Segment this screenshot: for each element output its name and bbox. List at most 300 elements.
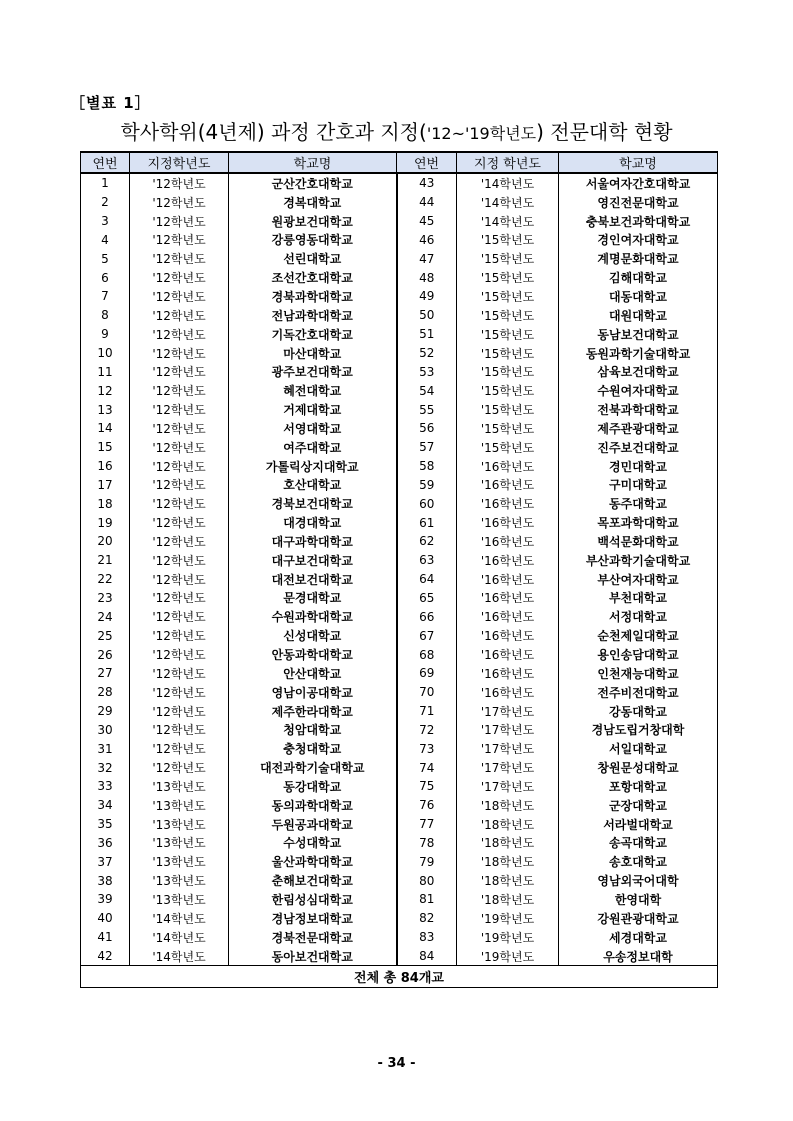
row-year: '12학년도 [130, 400, 229, 419]
row-number: 45 [397, 212, 457, 231]
row-number: 25 [81, 626, 130, 645]
row-number: 28 [81, 683, 130, 702]
row-number: 73 [397, 739, 457, 758]
row-year: '19학년도 [457, 947, 559, 966]
appendix-label: ［별표 1］ [70, 94, 151, 112]
row-school: 송호대학교 [559, 852, 718, 871]
row-school: 강릉영동대학교 [229, 231, 397, 250]
row-school: 제주한라대학교 [229, 702, 397, 721]
table-row [81, 928, 718, 947]
row-school: 강원관광대학교 [559, 909, 718, 928]
row-number: 44 [397, 193, 457, 212]
row-school: 경남정보대학교 [229, 909, 397, 928]
row-number: 2 [81, 193, 130, 212]
header-year: 지정학년도 [130, 152, 229, 173]
row-school: 거제대학교 [229, 400, 397, 419]
row-school: 백석문화대학교 [559, 532, 718, 551]
row-year: '16학년도 [457, 570, 559, 589]
row-number: 79 [397, 852, 457, 871]
row-year: '13학년도 [130, 871, 229, 890]
table-row [81, 626, 718, 645]
row-year: '18학년도 [457, 834, 559, 853]
row-year: '13학년도 [130, 815, 229, 834]
row-school: 기독간호대학교 [229, 325, 397, 344]
row-number: 46 [397, 231, 457, 250]
table-row [81, 664, 718, 683]
row-year: '12학년도 [130, 626, 229, 645]
row-year: '12학년도 [130, 589, 229, 608]
row-year: '17학년도 [457, 758, 559, 777]
row-number: 19 [81, 513, 130, 532]
row-year: '12학년도 [130, 494, 229, 513]
row-year: '16학년도 [457, 551, 559, 570]
row-school: 전북과학대학교 [559, 400, 718, 419]
table-row [81, 400, 718, 419]
row-school: 춘해보건대학교 [229, 871, 397, 890]
row-school: 동강대학교 [229, 777, 397, 796]
row-number: 71 [397, 702, 457, 721]
row-year: '12학년도 [130, 758, 229, 777]
row-school: 군장대학교 [559, 796, 718, 815]
row-school: 대원대학교 [559, 306, 718, 325]
row-number: 12 [81, 381, 130, 400]
table-row [81, 739, 718, 758]
row-year: '16학년도 [457, 589, 559, 608]
row-school: 창원문성대학교 [559, 758, 718, 777]
row-year: '14학년도 [130, 928, 229, 947]
table-row [81, 438, 718, 457]
row-school: 구미대학교 [559, 476, 718, 495]
row-year: '15학년도 [457, 381, 559, 400]
row-year: '12학년도 [130, 513, 229, 532]
row-year: '14학년도 [457, 173, 559, 193]
row-year: '17학년도 [457, 720, 559, 739]
row-number: 17 [81, 476, 130, 495]
row-year: '12학년도 [130, 249, 229, 268]
row-school: 두원공과대학교 [229, 815, 397, 834]
row-year: '14학년도 [457, 193, 559, 212]
row-year: '12학년도 [130, 683, 229, 702]
total-text: 전체 총 84개교 [81, 966, 718, 988]
row-year: '12학년도 [130, 664, 229, 683]
row-school: 삼육보건대학교 [559, 362, 718, 381]
row-school: 원광보건대학교 [229, 212, 397, 231]
row-number: 70 [397, 683, 457, 702]
row-school: 대경대학교 [229, 513, 397, 532]
row-school: 우송정보대학 [559, 947, 718, 966]
row-number: 3 [81, 212, 130, 231]
table-row [81, 212, 718, 231]
table-row [81, 758, 718, 777]
table-row [81, 325, 718, 344]
row-number: 81 [397, 890, 457, 909]
row-school: 제주관광대학교 [559, 419, 718, 438]
row-school: 한림성심대학교 [229, 890, 397, 909]
row-year: '18학년도 [457, 871, 559, 890]
table-row [81, 551, 718, 570]
table-row [81, 947, 718, 966]
row-year: '14학년도 [130, 947, 229, 966]
row-school: 서영대학교 [229, 419, 397, 438]
row-number: 61 [397, 513, 457, 532]
row-school: 경인여자대학교 [559, 231, 718, 250]
row-year: '12학년도 [130, 438, 229, 457]
row-number: 40 [81, 909, 130, 928]
title-years: '12~'19학년도 [426, 124, 537, 143]
row-number: 20 [81, 532, 130, 551]
row-number: 67 [397, 626, 457, 645]
table-row [81, 457, 718, 476]
header-year-2: 지정 학년도 [457, 152, 559, 173]
row-number: 49 [397, 287, 457, 306]
row-number: 75 [397, 777, 457, 796]
table-row [81, 494, 718, 513]
page-number: - 34 - [377, 1056, 416, 1071]
row-number: 31 [81, 739, 130, 758]
row-number: 36 [81, 834, 130, 853]
row-school: 서울여자간호대학교 [559, 173, 718, 193]
row-school: 진주보건대학교 [559, 438, 718, 457]
row-school: 대구과학대학교 [229, 532, 397, 551]
row-school: 경남도립거창대학 [559, 720, 718, 739]
table-row [81, 344, 718, 363]
row-school: 인천재능대학교 [559, 664, 718, 683]
row-school: 충청대학교 [229, 739, 397, 758]
row-school: 호산대학교 [229, 476, 397, 495]
table-row [81, 381, 718, 400]
row-school: 동의과학대학교 [229, 796, 397, 815]
row-school: 부산여자대학교 [559, 570, 718, 589]
row-year: '12학년도 [130, 607, 229, 626]
row-number: 64 [397, 570, 457, 589]
row-year: '13학년도 [130, 796, 229, 815]
table-row [81, 419, 718, 438]
row-year: '12학년도 [130, 193, 229, 212]
row-year: '12학년도 [130, 532, 229, 551]
row-number: 62 [397, 532, 457, 551]
row-year: '12학년도 [130, 362, 229, 381]
row-school: 영진전문대학교 [559, 193, 718, 212]
table-body [81, 173, 718, 966]
row-number: 5 [81, 249, 130, 268]
row-year: '13학년도 [130, 852, 229, 871]
row-school: 계명문화대학교 [559, 249, 718, 268]
row-school: 부천대학교 [559, 589, 718, 608]
row-school: 수원과학대학교 [229, 607, 397, 626]
row-year: '12학년도 [130, 231, 229, 250]
row-year: '12학년도 [130, 570, 229, 589]
row-number: 77 [397, 815, 457, 834]
row-number: 50 [397, 306, 457, 325]
row-school: 전주비전대학교 [559, 683, 718, 702]
row-number: 56 [397, 419, 457, 438]
total-row [81, 966, 718, 988]
row-school: 경북전문대학교 [229, 928, 397, 947]
row-year: '18학년도 [457, 796, 559, 815]
title-main-before: 학사학위(4년제) 과정 간호과 지정( [120, 120, 427, 144]
row-school: 수성대학교 [229, 834, 397, 853]
row-number: 39 [81, 890, 130, 909]
row-school: 동아보건대학교 [229, 947, 397, 966]
row-number: 66 [397, 607, 457, 626]
row-school: 군산간호대학교 [229, 173, 397, 193]
row-year: '16학년도 [457, 513, 559, 532]
row-year: '12학년도 [130, 645, 229, 664]
row-school: 송곡대학교 [559, 834, 718, 853]
row-number: 35 [81, 815, 130, 834]
row-number: 74 [397, 758, 457, 777]
table-row [81, 815, 718, 834]
row-year: '13학년도 [130, 890, 229, 909]
row-number: 16 [81, 457, 130, 476]
table-row [81, 720, 718, 739]
row-year: '12학년도 [130, 306, 229, 325]
row-year: '15학년도 [457, 362, 559, 381]
row-number: 57 [397, 438, 457, 457]
row-number: 38 [81, 871, 130, 890]
row-number: 43 [397, 173, 457, 193]
row-school: 안동과학대학교 [229, 645, 397, 664]
row-year: '16학년도 [457, 607, 559, 626]
row-school: 대구보건대학교 [229, 551, 397, 570]
row-school: 문경대학교 [229, 589, 397, 608]
row-school: 순천제일대학교 [559, 626, 718, 645]
row-year: '16학년도 [457, 645, 559, 664]
row-number: 42 [81, 947, 130, 966]
row-school: 한영대학 [559, 890, 718, 909]
row-number: 33 [81, 777, 130, 796]
row-number: 82 [397, 909, 457, 928]
row-number: 80 [397, 871, 457, 890]
row-school: 동원과학기술대학교 [559, 344, 718, 363]
row-school: 혜전대학교 [229, 381, 397, 400]
row-school: 서라벌대학교 [559, 815, 718, 834]
row-number: 11 [81, 362, 130, 381]
row-year: '13학년도 [130, 834, 229, 853]
table-row [81, 249, 718, 268]
header-no: 연번 [81, 152, 130, 173]
table-row [81, 306, 718, 325]
row-year: '15학년도 [457, 325, 559, 344]
row-year: '19학년도 [457, 909, 559, 928]
row-year: '14학년도 [457, 212, 559, 231]
row-number: 30 [81, 720, 130, 739]
row-number: 27 [81, 664, 130, 683]
row-number: 8 [81, 306, 130, 325]
table-row [81, 683, 718, 702]
row-number: 58 [397, 457, 457, 476]
row-number: 41 [81, 928, 130, 947]
row-number: 22 [81, 570, 130, 589]
table-row [81, 193, 718, 212]
table-row [81, 796, 718, 815]
row-number: 69 [397, 664, 457, 683]
row-number: 76 [397, 796, 457, 815]
table-row [81, 589, 718, 608]
row-year: '12학년도 [130, 325, 229, 344]
table-row [81, 852, 718, 871]
row-year: '12학년도 [130, 268, 229, 287]
table-header-row [81, 152, 718, 173]
row-number: 14 [81, 419, 130, 438]
row-number: 78 [397, 834, 457, 853]
row-year: '14학년도 [130, 909, 229, 928]
header-no-2: 연번 [397, 152, 457, 173]
row-year: '16학년도 [457, 476, 559, 495]
table-row [81, 570, 718, 589]
table-row [81, 476, 718, 495]
row-year: '12학년도 [130, 457, 229, 476]
row-year: '12학년도 [130, 381, 229, 400]
row-year: '17학년도 [457, 739, 559, 758]
row-number: 83 [397, 928, 457, 947]
row-number: 54 [397, 381, 457, 400]
row-year: '15학년도 [457, 306, 559, 325]
row-school: 목포과학대학교 [559, 513, 718, 532]
row-year: '16학년도 [457, 532, 559, 551]
table-row [81, 362, 718, 381]
row-year: '15학년도 [457, 268, 559, 287]
table-row [81, 777, 718, 796]
row-number: 4 [81, 231, 130, 250]
row-school: 경북과학대학교 [229, 287, 397, 306]
row-year: '12학년도 [130, 419, 229, 438]
row-year: '15학년도 [457, 231, 559, 250]
row-year: '16학년도 [457, 494, 559, 513]
row-school: 충북보건과학대학교 [559, 212, 718, 231]
table-row [81, 513, 718, 532]
row-number: 29 [81, 702, 130, 721]
row-year: '12학년도 [130, 212, 229, 231]
row-year: '15학년도 [457, 400, 559, 419]
row-school: 수원여자대학교 [559, 381, 718, 400]
row-school: 대전보건대학교 [229, 570, 397, 589]
row-school: 포항대학교 [559, 777, 718, 796]
row-school: 서일대학교 [559, 739, 718, 758]
row-school: 가톨릭상지대학교 [229, 457, 397, 476]
row-school: 안산대학교 [229, 664, 397, 683]
row-number: 26 [81, 645, 130, 664]
row-number: 13 [81, 400, 130, 419]
row-school: 강동대학교 [559, 702, 718, 721]
row-school: 광주보건대학교 [229, 362, 397, 381]
row-year: '13학년도 [130, 777, 229, 796]
row-school: 영남외국어대학 [559, 871, 718, 890]
table-row [81, 702, 718, 721]
row-year: '12학년도 [130, 287, 229, 306]
row-school: 여주대학교 [229, 438, 397, 457]
row-number: 23 [81, 589, 130, 608]
row-year: '18학년도 [457, 890, 559, 909]
row-number: 65 [397, 589, 457, 608]
page-title [0, 116, 793, 145]
row-number: 53 [397, 362, 457, 381]
row-number: 34 [81, 796, 130, 815]
row-number: 72 [397, 720, 457, 739]
row-school: 동남보건대학교 [559, 325, 718, 344]
row-school: 울산과학대학교 [229, 852, 397, 871]
row-number: 15 [81, 438, 130, 457]
row-school: 전남과학대학교 [229, 306, 397, 325]
row-number: 1 [81, 173, 130, 193]
row-number: 37 [81, 852, 130, 871]
row-school: 신성대학교 [229, 626, 397, 645]
row-school: 경민대학교 [559, 457, 718, 476]
row-year: '16학년도 [457, 626, 559, 645]
table-row [81, 231, 718, 250]
row-school: 서정대학교 [559, 607, 718, 626]
row-school: 대전과학기술대학교 [229, 758, 397, 777]
table-row [81, 173, 718, 193]
row-number: 48 [397, 268, 457, 287]
row-school: 청암대학교 [229, 720, 397, 739]
row-number: 68 [397, 645, 457, 664]
row-number: 84 [397, 947, 457, 966]
row-school: 부산과학기술대학교 [559, 551, 718, 570]
row-school: 동주대학교 [559, 494, 718, 513]
row-year: '12학년도 [130, 173, 229, 193]
table-row [81, 890, 718, 909]
row-year: '17학년도 [457, 777, 559, 796]
row-number: 24 [81, 607, 130, 626]
row-number: 55 [397, 400, 457, 419]
row-school: 영남이공대학교 [229, 683, 397, 702]
table-row [81, 645, 718, 664]
row-number: 6 [81, 268, 130, 287]
row-year: '18학년도 [457, 852, 559, 871]
row-school: 경복대학교 [229, 193, 397, 212]
row-year: '12학년도 [130, 702, 229, 721]
row-number: 52 [397, 344, 457, 363]
table-row [81, 834, 718, 853]
row-number: 59 [397, 476, 457, 495]
row-year: '16학년도 [457, 683, 559, 702]
row-school: 김해대학교 [559, 268, 718, 287]
row-number: 51 [397, 325, 457, 344]
table-row [81, 607, 718, 626]
row-year: '15학년도 [457, 287, 559, 306]
title-main-after: ) 전문대학 현황 [536, 120, 673, 144]
row-year: '12학년도 [130, 551, 229, 570]
row-year: '12학년도 [130, 344, 229, 363]
row-year: '12학년도 [130, 739, 229, 758]
row-school: 경북보건대학교 [229, 494, 397, 513]
row-number: 47 [397, 249, 457, 268]
table-row [81, 287, 718, 306]
row-year: '15학년도 [457, 419, 559, 438]
row-year: '15학년도 [457, 344, 559, 363]
row-year: '12학년도 [130, 720, 229, 739]
row-school: 마산대학교 [229, 344, 397, 363]
row-number: 7 [81, 287, 130, 306]
row-school: 선린대학교 [229, 249, 397, 268]
row-school: 조선간호대학교 [229, 268, 397, 287]
row-year: '16학년도 [457, 457, 559, 476]
row-year: '15학년도 [457, 438, 559, 457]
row-number: 10 [81, 344, 130, 363]
row-number: 18 [81, 494, 130, 513]
row-year: '18학년도 [457, 815, 559, 834]
row-number: 63 [397, 551, 457, 570]
row-year: '19학년도 [457, 928, 559, 947]
row-number: 9 [81, 325, 130, 344]
row-number: 21 [81, 551, 130, 570]
row-year: '12학년도 [130, 476, 229, 495]
row-number: 60 [397, 494, 457, 513]
row-year: '16학년도 [457, 664, 559, 683]
row-school: 대동대학교 [559, 287, 718, 306]
table-row [81, 532, 718, 551]
